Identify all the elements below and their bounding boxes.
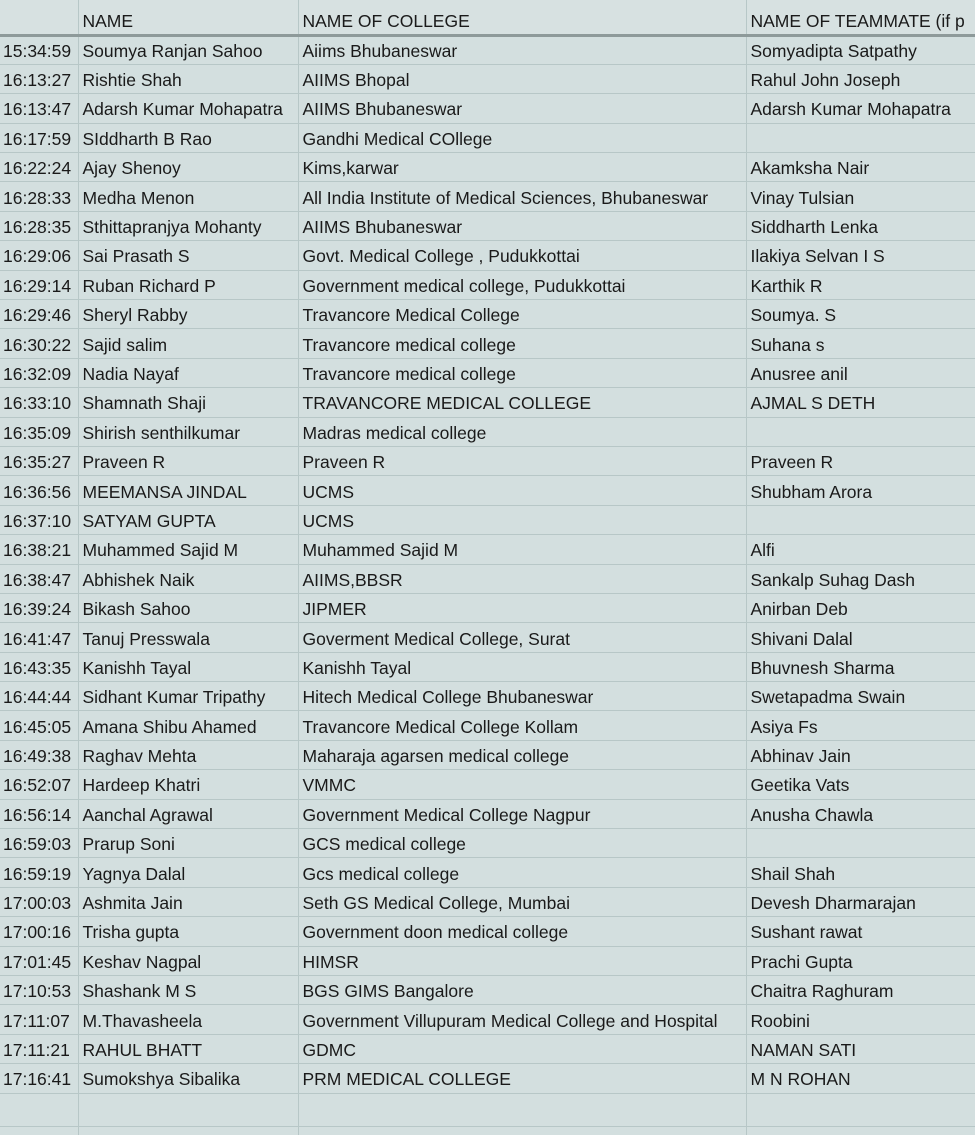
college-cell[interactable]: PRM MEDICAL COLLEGE xyxy=(298,1064,746,1093)
teammate-cell[interactable]: Anusha Chawla xyxy=(746,799,975,828)
timestamp-cell[interactable]: 16:39:24 xyxy=(0,593,78,622)
name-cell[interactable]: Raghav Mehta xyxy=(78,740,298,769)
timestamp-cell[interactable]: 15:34:59 xyxy=(0,35,78,64)
teammate-cell[interactable] xyxy=(746,505,975,534)
empty-row xyxy=(0,1093,975,1126)
teammate-cell[interactable]: NAMAN SATI xyxy=(746,1034,975,1063)
timestamp-cell[interactable]: 16:59:19 xyxy=(0,858,78,887)
empty-cell[interactable] xyxy=(0,1126,78,1135)
college-cell[interactable]: Government doon medical college xyxy=(298,917,746,946)
college-cell[interactable]: GDMC xyxy=(298,1034,746,1063)
teammate-cell[interactable]: Adarsh Kumar Mohapatra xyxy=(746,94,975,123)
timestamp-cell[interactable]: 17:00:16 xyxy=(0,917,78,946)
name-cell[interactable]: SIddharth B Rao xyxy=(78,123,298,152)
timestamp-cell[interactable]: 16:28:35 xyxy=(0,211,78,240)
college-cell[interactable]: TRAVANCORE MEDICAL COLLEGE xyxy=(298,388,746,417)
college-cell[interactable]: Government Villupuram Medical College and Hospital xyxy=(298,1005,746,1034)
table-row xyxy=(0,417,975,446)
name-cell[interactable]: M.Thavasheela xyxy=(78,1005,298,1034)
table-row xyxy=(0,799,975,828)
teammate-cell[interactable]: Chaitra Raghuram xyxy=(746,976,975,1005)
header-teammate[interactable]: NAME OF TEAMMATE (if p xyxy=(746,0,975,35)
name-cell[interactable]: Yagnya Dalal xyxy=(78,858,298,887)
timestamp-cell[interactable]: 16:49:38 xyxy=(0,740,78,769)
table-row xyxy=(0,270,975,299)
teammate-cell[interactable] xyxy=(746,417,975,446)
name-cell[interactable]: Amana Shibu Ahamed xyxy=(78,711,298,740)
table-row xyxy=(0,446,975,475)
table-row xyxy=(0,682,975,711)
college-cell[interactable]: UCMS xyxy=(298,476,746,505)
college-cell[interactable]: GCS medical college xyxy=(298,829,746,858)
header-name[interactable]: NAME xyxy=(78,0,298,35)
table-row xyxy=(0,1005,975,1034)
timestamp-cell[interactable]: 16:59:03 xyxy=(0,829,78,858)
teammate-cell[interactable]: Rahul John Joseph xyxy=(746,64,975,93)
name-cell[interactable]: Sajid salim xyxy=(78,329,298,358)
name-cell[interactable]: Abhishek Naik xyxy=(78,564,298,593)
name-cell[interactable]: Shashank M S xyxy=(78,976,298,1005)
teammate-cell[interactable]: Shivani Dalal xyxy=(746,623,975,652)
college-cell[interactable]: Government Medical College Nagpur xyxy=(298,799,746,828)
name-cell[interactable]: Soumya Ranjan Sahoo xyxy=(78,35,298,64)
name-cell[interactable]: Kanishh Tayal xyxy=(78,652,298,681)
table-row xyxy=(0,182,975,211)
timestamp-cell[interactable]: 17:00:03 xyxy=(0,887,78,916)
name-cell[interactable]: Shamnath Shaji xyxy=(78,388,298,417)
college-cell[interactable]: Muhammed Sajid M xyxy=(298,535,746,564)
timestamp-cell[interactable]: 16:13:47 xyxy=(0,94,78,123)
table-row xyxy=(0,623,975,652)
name-cell[interactable]: Adarsh Kumar Mohapatra xyxy=(78,94,298,123)
name-cell[interactable]: SATYAM GUPTA xyxy=(78,505,298,534)
college-cell[interactable]: Kims,karwar xyxy=(298,153,746,182)
college-cell[interactable]: Kanishh Tayal xyxy=(298,652,746,681)
table-row xyxy=(0,917,975,946)
name-cell[interactable]: Ajay Shenoy xyxy=(78,153,298,182)
timestamp-cell[interactable]: 16:29:46 xyxy=(0,300,78,329)
teammate-cell[interactable]: Abhinav Jain xyxy=(746,740,975,769)
college-cell[interactable]: AIIMS,BBSR xyxy=(298,564,746,593)
teammate-cell[interactable]: Sankalp Suhag Dash xyxy=(746,564,975,593)
table-row xyxy=(0,740,975,769)
college-cell[interactable]: Seth GS Medical College, Mumbai xyxy=(298,887,746,916)
timestamp-cell[interactable]: 16:13:27 xyxy=(0,64,78,93)
table-row xyxy=(0,564,975,593)
timestamp-cell[interactable]: 17:16:41 xyxy=(0,1064,78,1093)
table-row xyxy=(0,652,975,681)
college-cell[interactable]: Gandhi Medical COllege xyxy=(298,123,746,152)
table-row xyxy=(0,976,975,1005)
teammate-cell[interactable]: Geetika Vats xyxy=(746,770,975,799)
table-row xyxy=(0,1034,975,1063)
name-cell[interactable]: Sai Prasath S xyxy=(78,241,298,270)
timestamp-cell[interactable]: 16:17:59 xyxy=(0,123,78,152)
teammate-cell[interactable]: Roobini xyxy=(746,1005,975,1034)
name-cell[interactable]: Ashmita Jain xyxy=(78,887,298,916)
timestamp-cell[interactable]: 16:56:14 xyxy=(0,799,78,828)
timestamp-cell[interactable]: 16:41:47 xyxy=(0,623,78,652)
timestamp-cell[interactable]: 17:01:45 xyxy=(0,946,78,975)
table-row xyxy=(0,329,975,358)
empty-row xyxy=(0,1126,975,1135)
timestamp-cell[interactable]: 16:33:10 xyxy=(0,388,78,417)
college-cell[interactable]: AIIMS Bhubaneswar xyxy=(298,211,746,240)
teammate-cell[interactable]: Soumya. S xyxy=(746,300,975,329)
teammate-cell[interactable]: Anusree anil xyxy=(746,358,975,387)
timestamp-cell[interactable]: 16:35:09 xyxy=(0,417,78,446)
college-cell[interactable]: Travancore Medical College xyxy=(298,300,746,329)
empty-cell[interactable] xyxy=(298,1093,746,1126)
timestamp-cell[interactable]: 16:43:35 xyxy=(0,652,78,681)
teammate-cell[interactable] xyxy=(746,123,975,152)
name-cell[interactable]: Sumokshya Sibalika xyxy=(78,1064,298,1093)
table-row xyxy=(0,711,975,740)
timestamp-cell[interactable]: 16:37:10 xyxy=(0,505,78,534)
teammate-cell[interactable]: Anirban Deb xyxy=(746,593,975,622)
timestamp-cell[interactable]: 16:45:05 xyxy=(0,711,78,740)
name-cell[interactable]: Shirish senthilkumar xyxy=(78,417,298,446)
teammate-cell[interactable] xyxy=(746,829,975,858)
table-row xyxy=(0,887,975,916)
empty-cell[interactable] xyxy=(78,1093,298,1126)
table-row xyxy=(0,505,975,534)
empty-cell[interactable] xyxy=(78,1126,298,1135)
name-cell[interactable]: Aanchal Agrawal xyxy=(78,799,298,828)
teammate-cell[interactable]: Alfi xyxy=(746,535,975,564)
timestamp-cell[interactable]: 17:11:21 xyxy=(0,1034,78,1063)
teammate-cell[interactable]: Asiya Fs xyxy=(746,711,975,740)
timestamp-cell[interactable]: 16:35:27 xyxy=(0,446,78,475)
table-row xyxy=(0,770,975,799)
table-row xyxy=(0,211,975,240)
college-cell[interactable]: AIIMS Bhopal xyxy=(298,64,746,93)
timestamp-cell[interactable]: 16:38:47 xyxy=(0,564,78,593)
timestamp-cell[interactable]: 16:38:21 xyxy=(0,535,78,564)
table-row xyxy=(0,94,975,123)
teammate-cell[interactable]: Sushant rawat xyxy=(746,917,975,946)
teammate-cell[interactable]: Praveen R xyxy=(746,446,975,475)
teammate-cell[interactable]: Suhana s xyxy=(746,329,975,358)
timestamp-cell[interactable]: 16:22:24 xyxy=(0,153,78,182)
table-row xyxy=(0,388,975,417)
name-cell[interactable]: Sthittapranjya Mohanty xyxy=(78,211,298,240)
header-row xyxy=(0,0,975,35)
name-cell[interactable]: Prarup Soni xyxy=(78,829,298,858)
table-row xyxy=(0,1064,975,1093)
college-cell[interactable]: VMMC xyxy=(298,770,746,799)
college-cell[interactable]: Maharaja agarsen medical college xyxy=(298,740,746,769)
table-row xyxy=(0,153,975,182)
teammate-cell[interactable]: Bhuvnesh Sharma xyxy=(746,652,975,681)
timestamp-cell[interactable]: 16:36:56 xyxy=(0,476,78,505)
college-cell[interactable]: Government medical college, Pudukkottai xyxy=(298,270,746,299)
name-cell[interactable]: Hardeep Khatri xyxy=(78,770,298,799)
name-cell[interactable]: Ruban Richard P xyxy=(78,270,298,299)
college-cell[interactable]: Madras medical college xyxy=(298,417,746,446)
table-row xyxy=(0,946,975,975)
empty-cell[interactable] xyxy=(746,1093,975,1126)
teammate-cell[interactable]: Karthik R xyxy=(746,270,975,299)
name-cell[interactable]: Keshav Nagpal xyxy=(78,946,298,975)
table-row xyxy=(0,64,975,93)
teammate-cell[interactable]: Somyadipta Satpathy xyxy=(746,35,975,64)
timestamp-cell[interactable]: 16:28:33 xyxy=(0,182,78,211)
timestamp-cell[interactable]: 16:29:06 xyxy=(0,241,78,270)
empty-cell[interactable] xyxy=(298,1126,746,1135)
college-cell[interactable]: Praveen R xyxy=(298,446,746,475)
college-cell[interactable]: UCMS xyxy=(298,505,746,534)
table-row xyxy=(0,300,975,329)
college-cell[interactable]: Travancore medical college xyxy=(298,358,746,387)
college-cell[interactable]: JIPMER xyxy=(298,593,746,622)
name-cell[interactable]: RAHUL BHATT xyxy=(78,1034,298,1063)
table-row xyxy=(0,358,975,387)
empty-cell[interactable] xyxy=(0,1093,78,1126)
timestamp-cell[interactable]: 16:32:09 xyxy=(0,358,78,387)
name-cell[interactable]: Bikash Sahoo xyxy=(78,593,298,622)
name-cell[interactable]: Rishtie Shah xyxy=(78,64,298,93)
table-row xyxy=(0,241,975,270)
header-college[interactable]: NAME OF COLLEGE xyxy=(298,0,746,35)
college-cell[interactable]: HIMSR xyxy=(298,946,746,975)
college-cell[interactable]: All India Institute of Medical Sciences, Bhubaneswar xyxy=(298,182,746,211)
header-timestamp[interactable] xyxy=(0,0,78,35)
teammate-cell[interactable]: Devesh Dharmarajan xyxy=(746,887,975,916)
teammate-cell[interactable]: Shubham Arora xyxy=(746,476,975,505)
table-row xyxy=(0,476,975,505)
name-cell[interactable]: Nadia Nayaf xyxy=(78,358,298,387)
college-cell[interactable]: Travancore Medical College Kollam xyxy=(298,711,746,740)
teammate-cell[interactable]: M N ROHAN xyxy=(746,1064,975,1093)
college-cell[interactable]: Govt. Medical College , Pudukkottai xyxy=(298,241,746,270)
empty-cell[interactable] xyxy=(746,1126,975,1135)
teammate-cell[interactable]: Vinay Tulsian xyxy=(746,182,975,211)
timestamp-cell[interactable]: 17:11:07 xyxy=(0,1005,78,1034)
table-row xyxy=(0,35,975,64)
name-cell[interactable]: Sheryl Rabby xyxy=(78,300,298,329)
timestamp-cell[interactable]: 17:10:53 xyxy=(0,976,78,1005)
teammate-cell[interactable]: Akamksha Nair xyxy=(746,153,975,182)
college-cell[interactable]: Hitech Medical College Bhubaneswar xyxy=(298,682,746,711)
college-cell[interactable]: Goverment Medical College, Surat xyxy=(298,623,746,652)
table-row xyxy=(0,535,975,564)
teammate-cell[interactable]: Shail Shah xyxy=(746,858,975,887)
college-cell[interactable]: Travancore medical college xyxy=(298,329,746,358)
timestamp-cell[interactable]: 16:44:44 xyxy=(0,682,78,711)
name-cell[interactable]: Tanuj Presswala xyxy=(78,623,298,652)
name-cell[interactable]: Muhammed Sajid M xyxy=(78,535,298,564)
timestamp-cell[interactable]: 16:29:14 xyxy=(0,270,78,299)
timestamp-cell[interactable]: 16:52:07 xyxy=(0,770,78,799)
table-row xyxy=(0,123,975,152)
name-cell[interactable]: MEEMANSA JINDAL xyxy=(78,476,298,505)
teammate-cell[interactable]: Ilakiya Selvan I S xyxy=(746,241,975,270)
teammate-cell[interactable]: Swetapadma Swain xyxy=(746,682,975,711)
table-row xyxy=(0,858,975,887)
name-cell[interactable]: Trisha gupta xyxy=(78,917,298,946)
name-cell[interactable]: Praveen R xyxy=(78,446,298,475)
college-cell[interactable]: Aiims Bhubaneswar xyxy=(298,35,746,64)
table-row xyxy=(0,593,975,622)
name-cell[interactable]: Medha Menon xyxy=(78,182,298,211)
table-row xyxy=(0,829,975,858)
college-cell[interactable]: AIIMS Bhubaneswar xyxy=(298,94,746,123)
name-cell[interactable]: Sidhant Kumar Tripathy xyxy=(78,682,298,711)
teammate-cell[interactable]: Prachi Gupta xyxy=(746,946,975,975)
teammate-cell[interactable]: AJMAL S DETH xyxy=(746,388,975,417)
teammate-cell[interactable]: Siddharth Lenka xyxy=(746,211,975,240)
college-cell[interactable]: Gcs medical college xyxy=(298,858,746,887)
college-cell[interactable]: BGS GIMS Bangalore xyxy=(298,976,746,1005)
timestamp-cell[interactable]: 16:30:22 xyxy=(0,329,78,358)
